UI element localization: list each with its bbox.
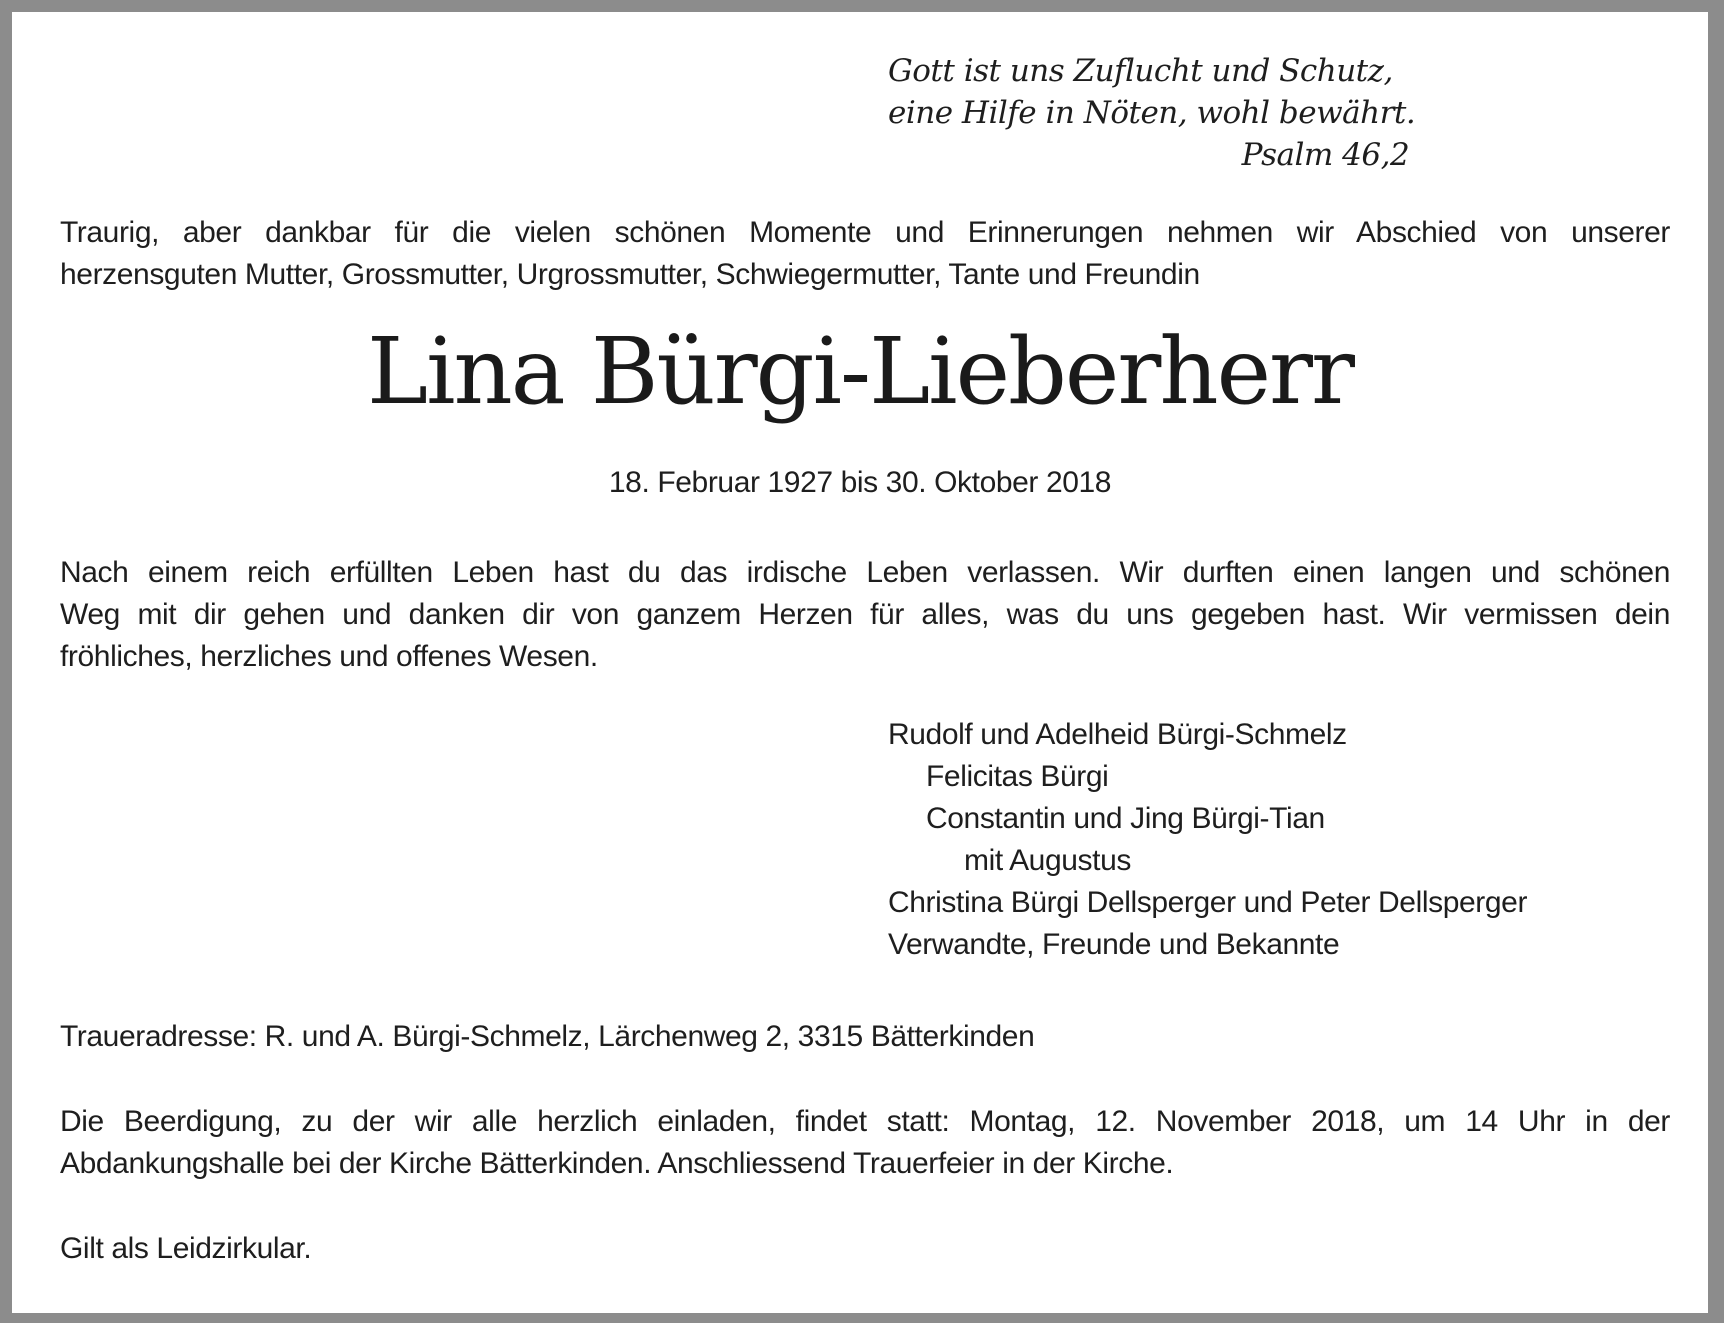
psalm-line: Gott ist uns Zuflucht und Schutz,	[888, 53, 1393, 89]
family-member: Felicitas Bürgi	[926, 760, 1109, 793]
psalm-quote	[888, 50, 1415, 176]
intro-paragraph	[60, 212, 1670, 296]
deceased-name: Lina Bürgi-Lieberherr	[366, 318, 1354, 425]
funeral-line: Die Beerdigung, zu der wir alle herzlich einladen, findet statt: Montag, 12. November 2018, um 14 Uhr in der	[60, 1105, 1670, 1138]
family-member: Rudolf und Adelheid Bürgi-Schmelz	[888, 718, 1347, 751]
intro-line: herzensguten Mutter, Grossmutter, Urgrossmutter, Schwiegermutter, Tante und Freundin	[60, 258, 1200, 291]
psalm-line: eine Hilfe in Nöten, wohl bewährt.	[888, 95, 1416, 131]
family-list	[888, 714, 1527, 966]
message-line: fröhliches, herzliches und offenes Wesen.	[60, 640, 598, 673]
message-line: Nach einem reich erfüllten Leben hast du das irdische Leben verlassen. Wir durften einen langen und schönen	[60, 556, 1670, 589]
psalm-reference: Psalm 46,2	[1241, 137, 1410, 173]
obituary-notice	[12, 12, 1708, 1313]
family-member: Christina Bürgi Dellsperger und Peter Dellsperger	[888, 886, 1528, 919]
mourning-address: Traueradresse: R. und A. Bürgi-Schmelz, Lärchenweg 2, 3315 Bätterkinden	[60, 1020, 1035, 1053]
family-member: mit Augustus	[964, 844, 1131, 877]
funeral-line: Abdankungshalle bei der Kirche Bätterkinden. Anschliessend Trauerfeier in der Kirche.	[60, 1147, 1174, 1180]
message-line: Weg mit dir gehen und danken dir von ganzem Herzen für alles, was du uns gegeben hast. Wir vermissen dein	[60, 598, 1670, 631]
message-paragraph	[60, 552, 1670, 678]
funeral-info	[60, 1101, 1670, 1185]
intro-line: Traurig, aber dankbar für die vielen schönen Momente und Erinnerungen nehmen wir Abschied von unserer	[60, 216, 1670, 249]
closing-note: Gilt als Leidzirkular.	[60, 1232, 312, 1265]
family-member: Verwandte, Freunde und Bekannte	[888, 928, 1340, 961]
family-member: Constantin und Jing Bürgi-Tian	[926, 802, 1325, 835]
life-dates: 18. Februar 1927 bis 30. Oktober 2018	[608, 466, 1112, 499]
